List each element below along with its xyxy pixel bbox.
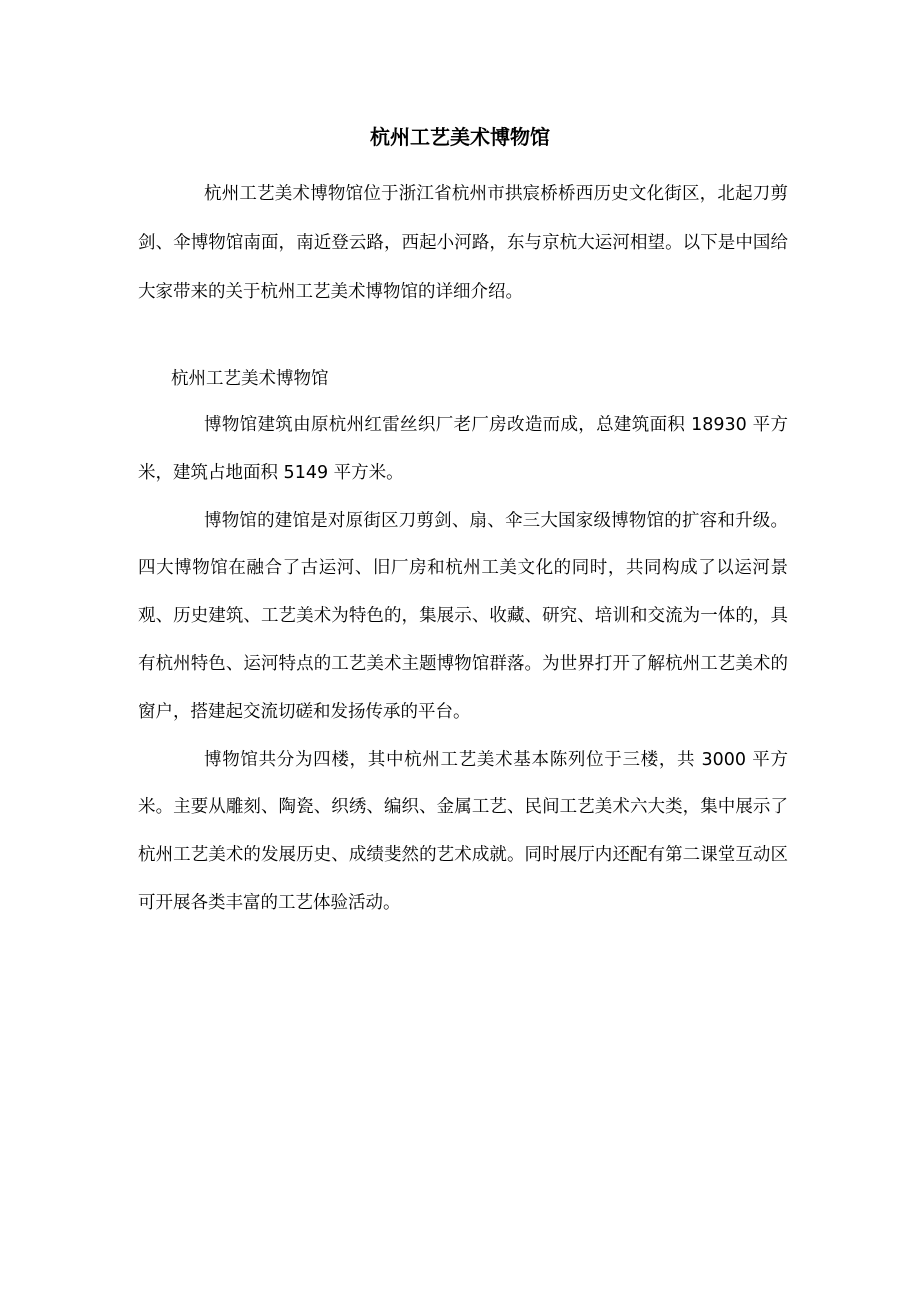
body-section	[138, 402, 788, 928]
body-paragraph-building: 博物馆建筑由原杭州红雷丝织厂老厂房改造而成，总建筑面积 18930 平方米，建筑占地面积 5149 平方米。	[138, 415, 788, 483]
section-heading: 杭州工艺美术博物馆	[171, 369, 329, 389]
body-paragraph-expansion: 博物馆的建馆是对原街区刀剪剑、扇、伞三大国家级博物馆的扩容和升级。四大博物馆在融合了古运河、旧厂房和杭州工美文化的同时，共同构成了以运河景观、历史建筑、工艺美术为特色的，集展示、收藏、研究、培训和交流为一体的，具有杭州特色、运河特点的工艺美术主题博物馆群落。为世界打开了解杭州工艺美术的窗户，搭建起交流切磋和发扬传承的平台。	[138, 510, 788, 722]
page-title: 杭州工艺美术博物馆	[370, 125, 550, 149]
intro-paragraph: 杭州工艺美术博物馆位于浙江省杭州市拱宸桥桥西历史文化街区，北起刀剪剑、伞博物馆南面，南近登云路，西起小河路，东与京杭大运河相望。以下是中国给大家带来的关于杭州工艺美术博物馆的详细介绍。	[138, 184, 788, 302]
body-paragraph-exhibition: 博物馆共分为四楼，其中杭州工艺美术基本陈列位于三楼，共 3000 平方米。主要从雕刻、陶瓷、织绣、编织、金属工艺、民间工艺美术六大类，集中展示了杭州工艺美术的发展历史、成绩斐然的艺术成就。同时展厅内还配有第二课堂互动区可开展各类丰富的工艺体验活动。	[138, 749, 788, 913]
